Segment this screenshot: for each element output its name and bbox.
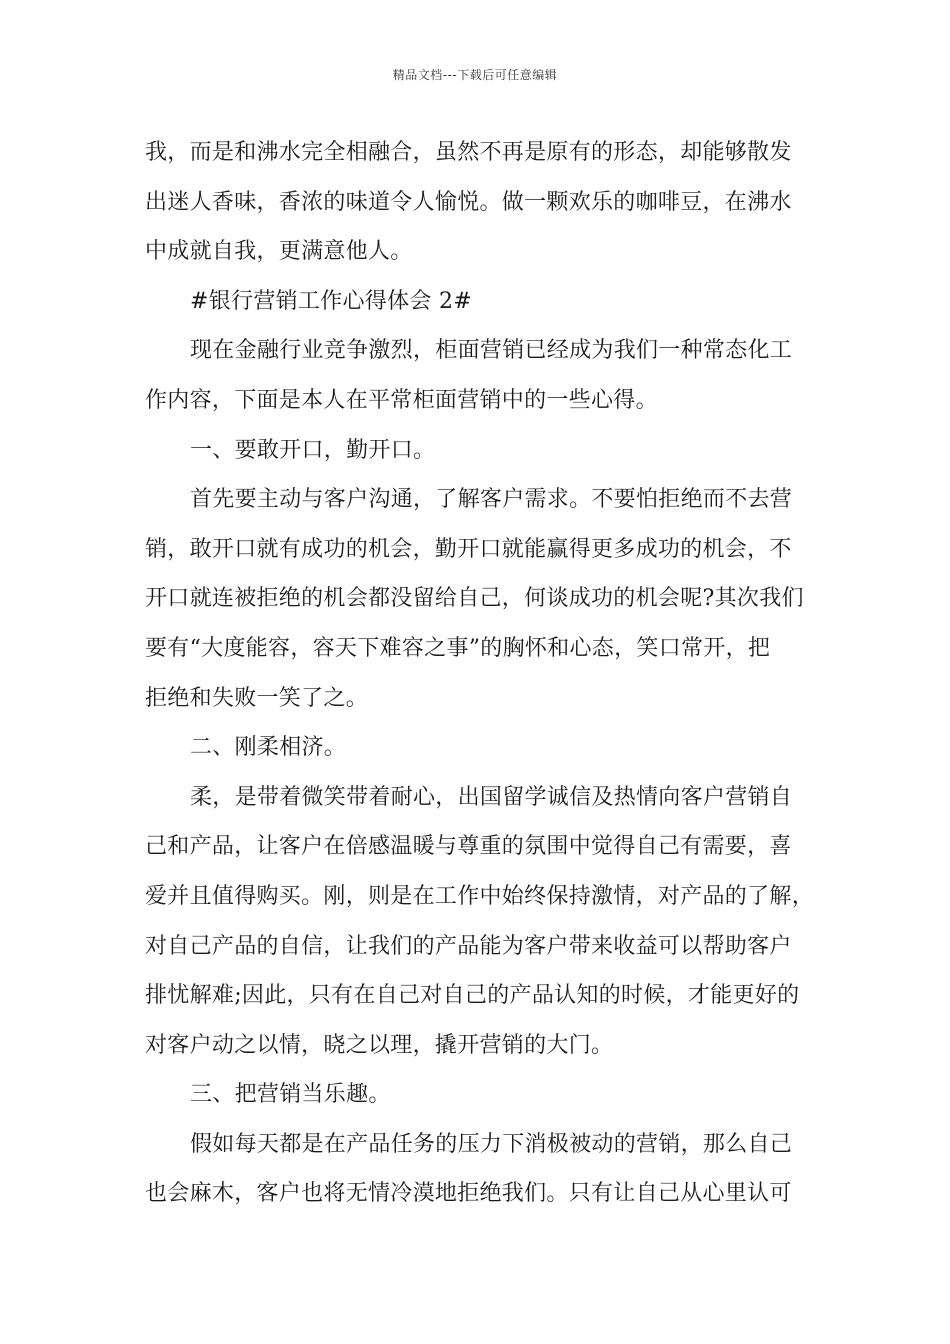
body-line: 排忧解难;因此，只有在自己对自己的产品认知的时候，才能更好的 [145, 983, 800, 1009]
body-line: 己和产品，让客户在倍感温暖与尊重的氛围中觉得自己有需要，喜 [145, 834, 792, 860]
paragraph-start: 现在金融行业竞争激烈，柜面营销已经成为我们一种常态化工 [190, 338, 793, 364]
body-line: 爱并且值得购买。刚，则是在工作中始终保持激情，对产品的了解， [145, 883, 815, 909]
document-body [145, 128, 817, 1219]
paragraph-start: 首先要主动与客户沟通，了解客户需求。不要怕拒绝而不去营 [190, 487, 793, 513]
body-line: 销，敢开口就有成功的机会，勤开口就能赢得更多成功的机会，不 [145, 536, 792, 562]
point-heading: 三、把营销当乐趣。 [190, 1082, 391, 1108]
paragraph-start: 柔，是带着微笑带着耐心，出国留学诚信及热情向客户营销自 [190, 784, 793, 810]
body-line: 开口就连被拒绝的机会都没留给自己，何谈成功的机会呢?其次我们 [145, 586, 804, 612]
paragraph-start: 假如每天都是在产品任务的压力下消极被动的营销，那么自己 [190, 1131, 793, 1157]
point-heading: 二、刚柔相济。 [190, 735, 347, 761]
page-header: 精品文档---下载后可任意编辑 [392, 68, 558, 82]
body-line: 对自己产品的自信，让我们的产品能为客户带来收益可以帮助客户 [145, 933, 792, 959]
body-line: 也会麻木，客户也将无情冷漠地拒绝我们。只有让自己从心里认可 [145, 1181, 792, 1207]
body-line: 我，而是和沸水完全相融合，虽然不再是原有的形态，却能够散发 [145, 140, 792, 165]
section-title: #银行营销工作心得体会 2# [190, 288, 473, 314]
body-line: 对客户动之以情，晓之以理，撬开营销的大门。 [145, 1032, 614, 1058]
body-line: 作内容，下面是本人在平常柜面营销中的一些心得。 [145, 387, 658, 413]
body-line: 拒绝和失败一笑了之。 [145, 685, 369, 711]
body-line: 出迷人香味，香浓的味道令人愉悦。做一颗欢乐的咖啡豆，在沸水 [145, 189, 792, 215]
point-heading: 一、要敢开口，勤开口。 [190, 437, 436, 463]
body-line: 要有“大度能容，容天下难容之事”的胸怀和心态，笑口常开，把 [145, 635, 771, 661]
body-line: 中成就自我，更满意他人。 [145, 239, 413, 265]
